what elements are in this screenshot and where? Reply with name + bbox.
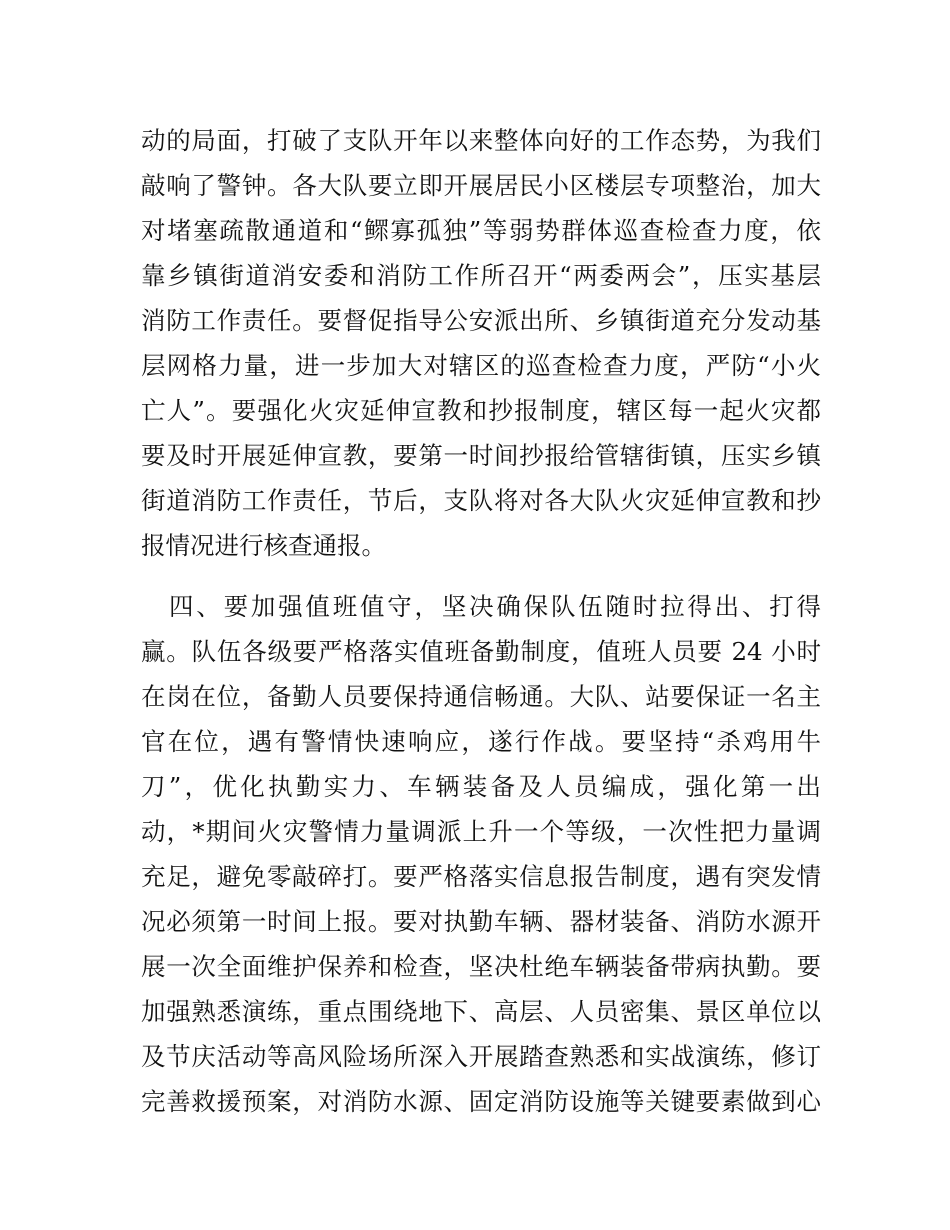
paragraph-gap [141, 568, 821, 584]
text-line: 展一次全面维护保养和检查，坚决杜绝车辆装备带病执勤。要 [141, 952, 821, 981]
text-line: 赢。队伍各级要严格落实值班备勤制度，值班人员要 24 小时 [141, 637, 821, 666]
text-line: 在岗在位，备勤人员要保持通信畅通。大队、站要保证一名主 [141, 682, 821, 711]
text-line: 加强熟悉演练，重点围绕地下、高层、人员密集、景区单位以 [141, 997, 821, 1026]
text-line: 动，*期间火灾警情力量调派上升一个等级，一次性把力量调 [141, 817, 821, 846]
text-line: 完善救援预案，对消防水源、固定消防设施等关键要素做到心 [141, 1087, 821, 1116]
text-line: 况必须第一时间上报。要对执勤车辆、器材装备、消防水源开 [141, 907, 821, 936]
text-line: 及节庆活动等高风险场所深入开展踏查熟悉和实战演练，修订 [141, 1042, 821, 1071]
text-line: 充足，避免零敲碎打。要严格落实信息报告制度，遇有突发情 [141, 862, 821, 891]
text-line: 消防工作责任。要督促指导公安派出所、乡镇街道充分发动基 [141, 306, 821, 335]
text-line: 官在位，遇有警情快速响应，遂行作战。要坚持“杀鸡用牛 [141, 727, 821, 756]
text-line: 靠乡镇街道消安委和消防工作所召开“两委两会”，压实基层 [141, 261, 821, 290]
text-line: 要及时开展延伸宣教，要第一时间抄报给管辖街镇，压实乡镇 [141, 441, 821, 470]
text-line: 对堵塞疏散通道和“鳏寡孤独”等弱势群体巡查检查力度，依 [141, 216, 821, 245]
text-line: 刀”，优化执勤实力、车辆装备及人员编成，强化第一出 [141, 772, 821, 801]
text-line-last: 报情况进行核查通报。 [141, 531, 386, 560]
text-line: 亡人”。要强化火灾延伸宣教和抄报制度，辖区每一起火灾都 [141, 396, 821, 425]
text-line: 动的局面，打破了支队开年以来整体向好的工作态势，为我们 [141, 126, 821, 155]
document-body [141, 118, 821, 1124]
paragraph-1 [141, 118, 821, 568]
text-line-first: 四、要加强值班值守，坚决确保队伍随时拉得出、打得 [169, 592, 821, 621]
text-line: 层网格力量，进一步加大对辖区的巡查检查力度，严防“小火 [141, 351, 821, 380]
text-line: 敲响了警钟。各大队要立即开展居民小区楼层专项整治，加大 [141, 171, 821, 200]
text-line: 街道消防工作责任，节后，支队将对各大队火灾延伸宣教和抄 [141, 486, 821, 515]
paragraph-2 [141, 584, 821, 1124]
